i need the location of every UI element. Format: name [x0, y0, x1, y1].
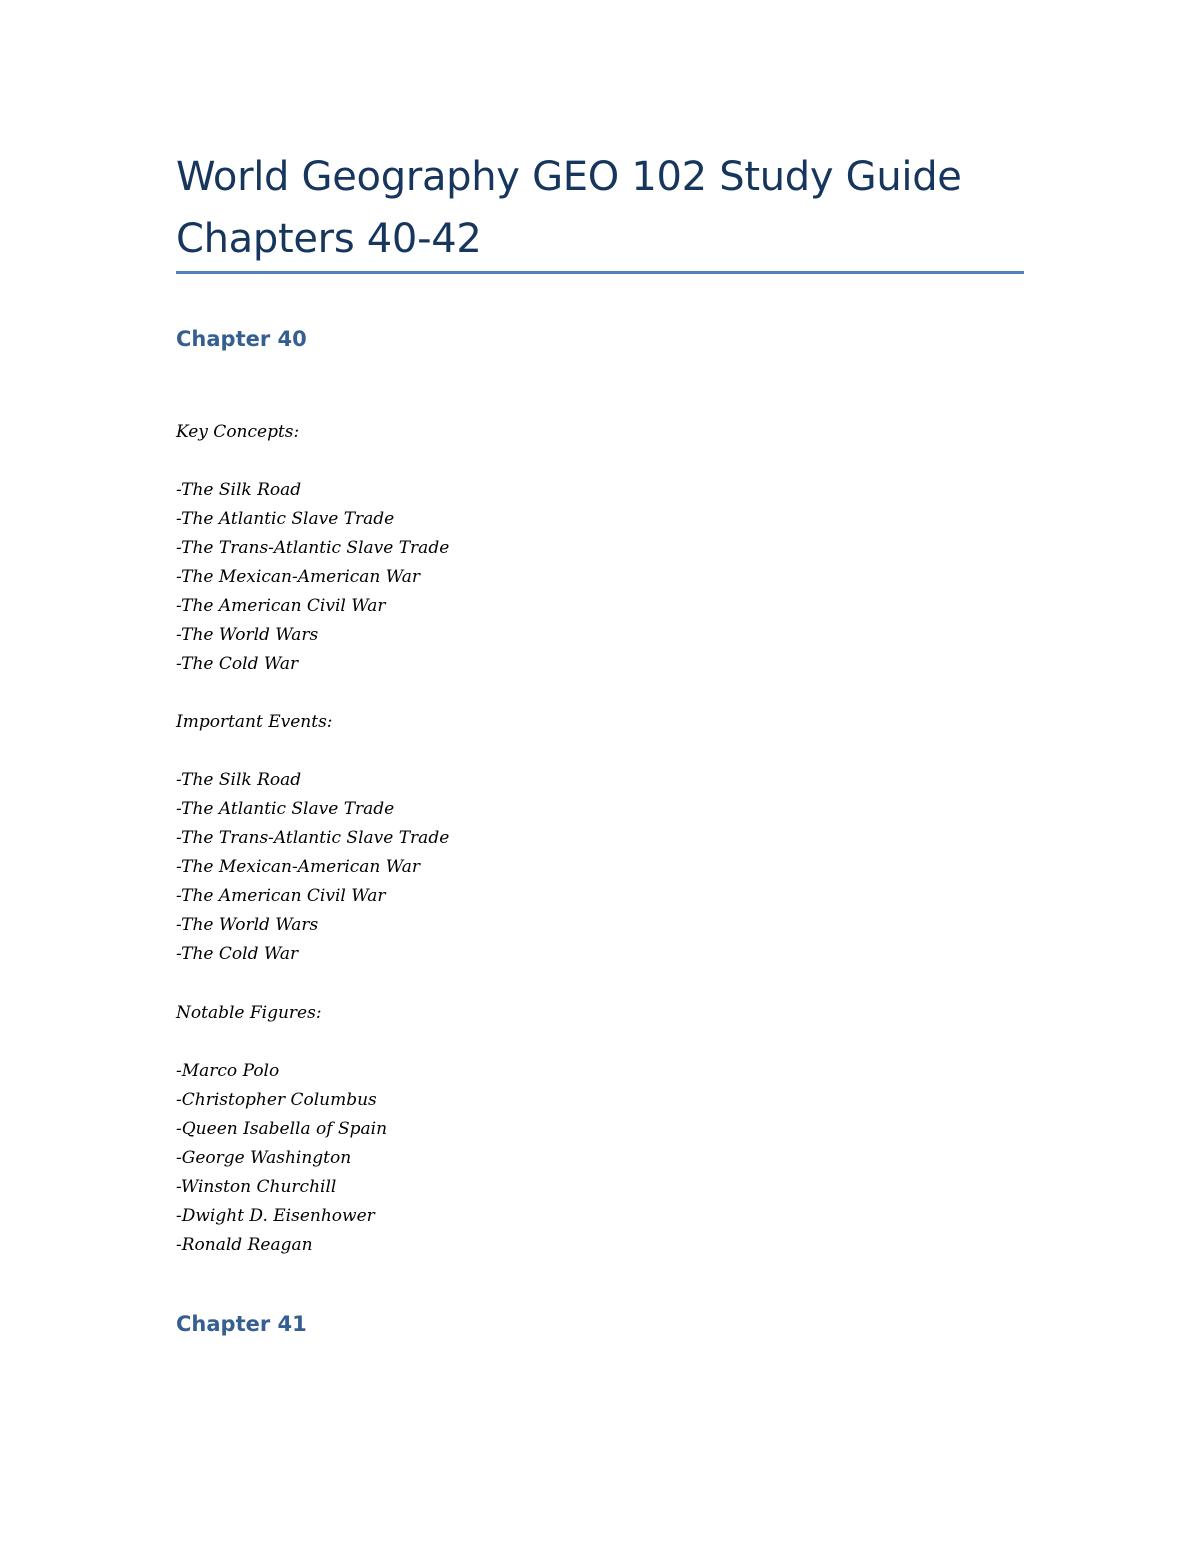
document-title — [176, 146, 1024, 270]
notable-figures-label: Notable Figures: — [176, 1003, 322, 1023]
list-item: -The Trans-Atlantic Slave Trade — [176, 538, 450, 558]
chapter-40-heading: Chapter 40 — [176, 327, 307, 351]
list-item: -The Mexican-American War — [176, 857, 421, 877]
list-item: -The Mexican-American War — [176, 567, 421, 587]
title-line-2: Chapters 40-42 — [176, 216, 482, 262]
title-underline-rule — [176, 271, 1024, 274]
list-item: -The Atlantic Slave Trade — [176, 799, 395, 819]
list-item: -The World Wars — [176, 915, 319, 935]
notable-figures-list — [176, 1057, 387, 1260]
list-item: -The Atlantic Slave Trade — [176, 509, 395, 529]
list-item: -Christopher Columbus — [176, 1090, 377, 1110]
key-concepts-list — [176, 476, 449, 679]
list-item: -The Trans-Atlantic Slave Trade — [176, 828, 450, 848]
list-item: -Marco Polo — [176, 1061, 280, 1081]
list-item: -The Silk Road — [176, 770, 302, 790]
chapter-41-heading: Chapter 41 — [176, 1312, 307, 1336]
list-item: -The Cold War — [176, 944, 299, 964]
key-concepts-label: Key Concepts: — [176, 422, 300, 442]
list-item: -The Cold War — [176, 654, 299, 674]
important-events-list — [176, 766, 449, 969]
list-item: -Queen Isabella of Spain — [176, 1119, 388, 1139]
list-item: -George Washington — [176, 1148, 352, 1168]
list-item: -Dwight D. Eisenhower — [176, 1206, 375, 1226]
important-events-label: Important Events: — [176, 712, 333, 732]
list-item: -The American Civil War — [176, 886, 386, 906]
list-item: -Ronald Reagan — [176, 1235, 313, 1255]
list-item: -The World Wars — [176, 625, 319, 645]
list-item: -The American Civil War — [176, 596, 386, 616]
list-item: -Winston Churchill — [176, 1177, 337, 1197]
title-line-1: World Geography GEO 102 Study Guide — [176, 154, 962, 200]
list-item: -The Silk Road — [176, 480, 302, 500]
